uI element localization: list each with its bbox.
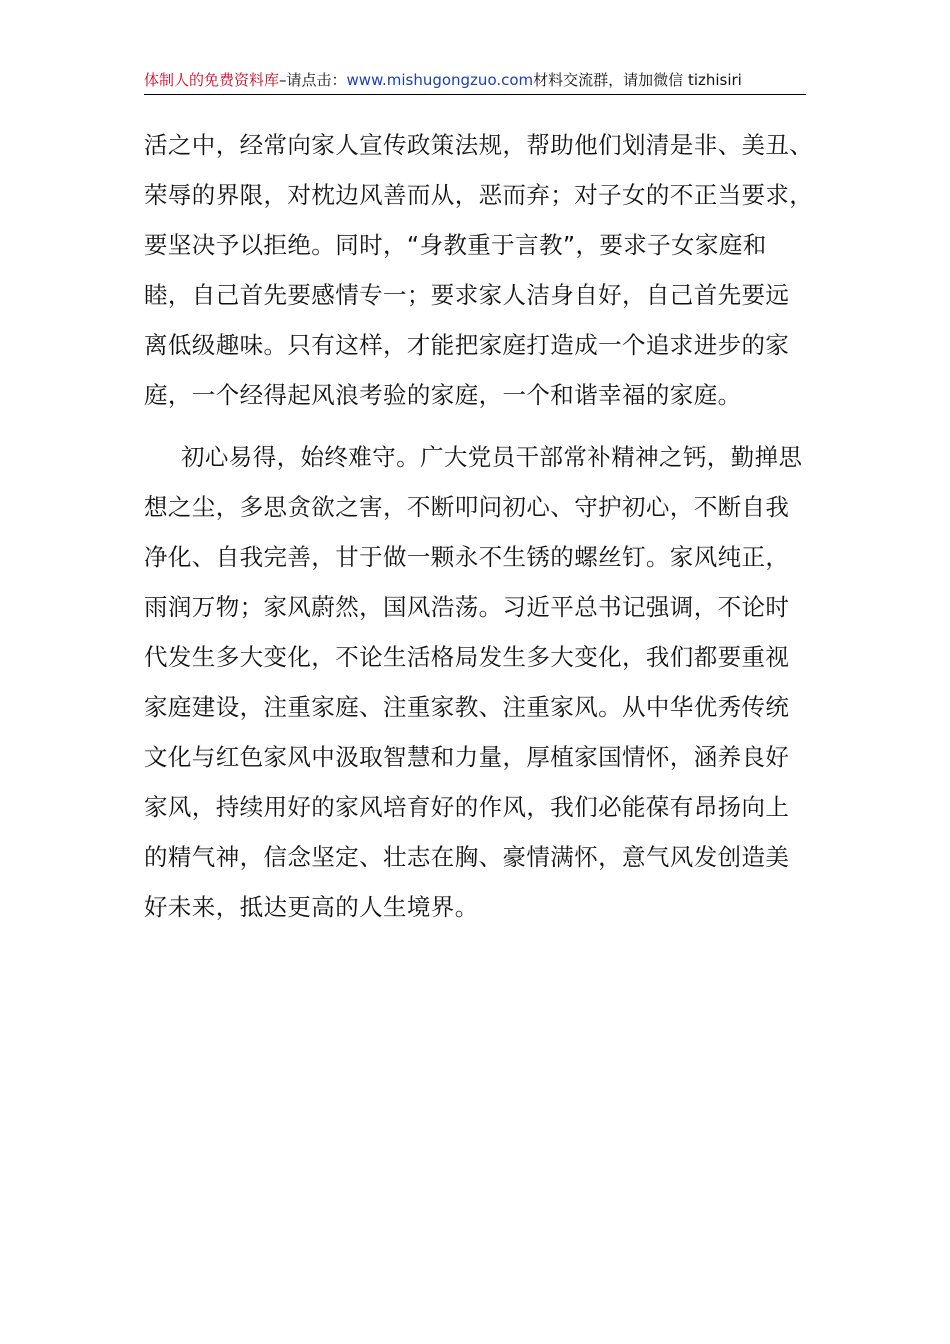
paragraph-1 (144, 120, 818, 420)
header-brand: 体制人的免费资料库 (144, 71, 280, 89)
paragraph-2 (144, 432, 818, 932)
header-wechat-note: 材料交流群，请加微信 tizhisiri (533, 71, 742, 89)
paragraph-line: 初心易得，始终难守。广大党员干部常补精神之钙，勤掸思 (181, 443, 803, 471)
paragraph-line: 活之中，经常向家人宣传政策法规，帮助他们划清是非、美丑、 (144, 131, 814, 159)
paragraph-line: 家风，持续用好的家风培育好的作风，我们必能葆有昂扬向上 (144, 793, 790, 821)
paragraph-line: 荣辱的界限，对枕边风善而从，恶而弃；对子女的不正当要求， (144, 181, 814, 209)
body-text (144, 120, 818, 932)
paragraph-line: 想之尘，多思贪欲之害，不断叩问初心、守护初心，不断自我 (144, 493, 790, 521)
paragraph-line: 雨润万物；家风蔚然，国风浩荡。习近平总书记强调，不论时 (144, 593, 790, 621)
paragraph-line: 家庭建设，注重家庭、注重家教、注重家风。从中华优秀传统 (144, 693, 790, 721)
paragraph-line: 离低级趣味。只有这样，才能把家庭打造成一个追求进步的家 (144, 331, 790, 359)
paragraph-spacer (144, 420, 818, 432)
header-url-link[interactable]: www.mishugongzuo.com (346, 71, 534, 89)
paragraph-line: 庭，一个经得起风浪考验的家庭，一个和谐幸福的家庭。 (144, 381, 742, 409)
paragraph-line: 代发生多大变化，不论生活格局发生多大变化，我们都要重视 (144, 643, 790, 671)
paragraph-line: 文化与红色家风中汲取智慧和力量，厚植家国情怀，涵养良好 (144, 743, 790, 771)
header-prompt: –请点击： (279, 71, 347, 89)
paragraph-line: 睦，自己首先要感情专一；要求家人洁身自好，自己首先要远 (144, 281, 790, 309)
paragraph-line: 净化、自我完善，甘于做一颗永不生锈的螺丝钉。家风纯正， (144, 543, 790, 571)
page-header (144, 68, 806, 95)
paragraph-line: 要坚决予以拒绝。同时，“身教重于言教”，要求子女家庭和 (144, 231, 767, 259)
paragraph-line: 好未来，抵达更高的人生境界。 (144, 893, 479, 921)
paragraph-line: 的精气神，信念坚定、壮志在胸、豪情满怀，意气风发创造美 (144, 843, 790, 871)
